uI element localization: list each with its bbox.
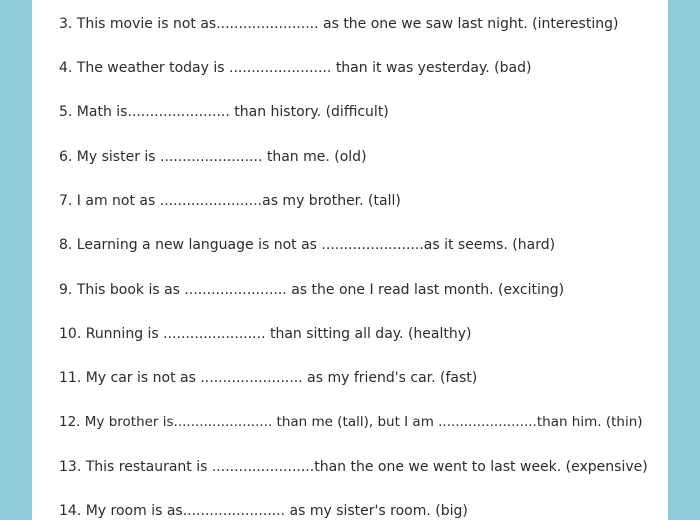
exercise-item-13: 13. This restaurant is .......................than the one we went to last week. (expensive) (59, 459, 648, 475)
exercise-item-9: 9. This book is as ....................... as the one I read last month. (exciting) (59, 282, 565, 298)
exercise-item-6: 6. My sister is ....................... than me. (old) (59, 149, 367, 165)
exercise-item-10: 10. Running is ....................... than sitting all day. (healthy) (59, 326, 472, 342)
exercise-item-4: 4. The weather today is ....................... than it was yesterday. (bad) (59, 60, 532, 76)
exercise-item-3: 3. This movie is not as....................... as the one we saw last night. (interesting) (59, 16, 619, 32)
exercise-item-5: 5. Math is....................... than history. (difficult) (59, 104, 389, 120)
exercise-item-11: 11. My car is not as ....................... as my friend's car. (fast) (59, 370, 478, 386)
exercise-item-14: 14. My room is as....................... as my sister's room. (big) (59, 503, 468, 519)
worksheet-page (32, 0, 668, 520)
exercise-item-7: 7. I am not as .......................as my brother. (tall) (59, 193, 401, 209)
exercise-item-8: 8. Learning a new language is not as .......................as it seems. (hard) (59, 237, 556, 253)
exercise-item-12: 12. My brother is....................... than me (tall), but I am .......................than him. (thin) (59, 414, 643, 430)
